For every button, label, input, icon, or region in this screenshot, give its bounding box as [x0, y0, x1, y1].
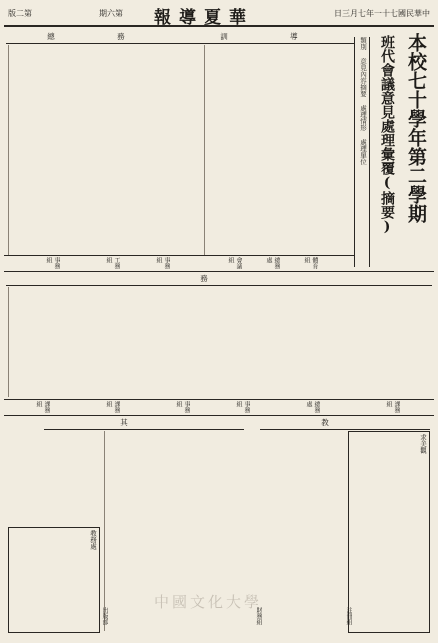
article-subheadline: 班代會議意見處理彙覆(摘要) — [379, 35, 395, 235]
box-title: 教務處 — [89, 530, 97, 550]
unit-label: 事務組 — [175, 401, 190, 413]
issue-number: 期六第 — [99, 9, 123, 18]
bordered-box-right — [348, 431, 430, 633]
publication-date: 日三月七年一十七國民華中 — [334, 9, 430, 18]
unit-label: 體育組 — [303, 257, 318, 269]
article-headline: 本校七十學年第二學期 — [405, 33, 427, 223]
section-label-zongwu: 總 務 — [6, 31, 196, 44]
unit-label: 財務組 — [255, 607, 262, 625]
masthead — [4, 3, 434, 27]
unit-label: 課務組 — [105, 401, 120, 413]
section-label-jiaowu: 務 — [6, 273, 432, 286]
page-number: 版二第 — [8, 9, 32, 18]
text-block-xundao — [204, 45, 353, 255]
unit-label: 事務組 — [45, 257, 60, 269]
table-header-row: 類別 意見內容摘要 處理情形 處理單位 — [354, 37, 370, 267]
section-label-xundao: 訓 導 — [194, 31, 354, 44]
unit-label: 總務處 — [265, 257, 280, 269]
unit-label: 會議組 — [227, 257, 242, 269]
newspaper-page — [4, 3, 434, 637]
newspaper-title: 報導夏華 — [154, 8, 254, 28]
unit-label: 總務處 — [305, 401, 320, 413]
text-block-jiaowu — [8, 287, 429, 397]
bordered-box-left — [8, 527, 100, 633]
middle-section — [4, 273, 434, 416]
box-title: 求美觀 — [419, 434, 427, 454]
text-block-zongwu — [8, 45, 199, 255]
watermark-text: 中國文化大學 — [154, 593, 263, 611]
unit-label: 註冊組 — [345, 607, 352, 625]
section-label-jiao: 教 — [260, 417, 430, 430]
unit-label: 工務組 — [105, 257, 120, 269]
unit-label: 課務組 — [35, 401, 50, 413]
unit-label: 事務組 — [155, 257, 170, 269]
unit-label: 事務組 — [235, 401, 250, 413]
unit-label: 出版部 — [101, 607, 108, 625]
unit-label: 課務組 — [385, 401, 400, 413]
top-section — [4, 31, 434, 272]
section-label-qita: 其 — [44, 417, 244, 430]
